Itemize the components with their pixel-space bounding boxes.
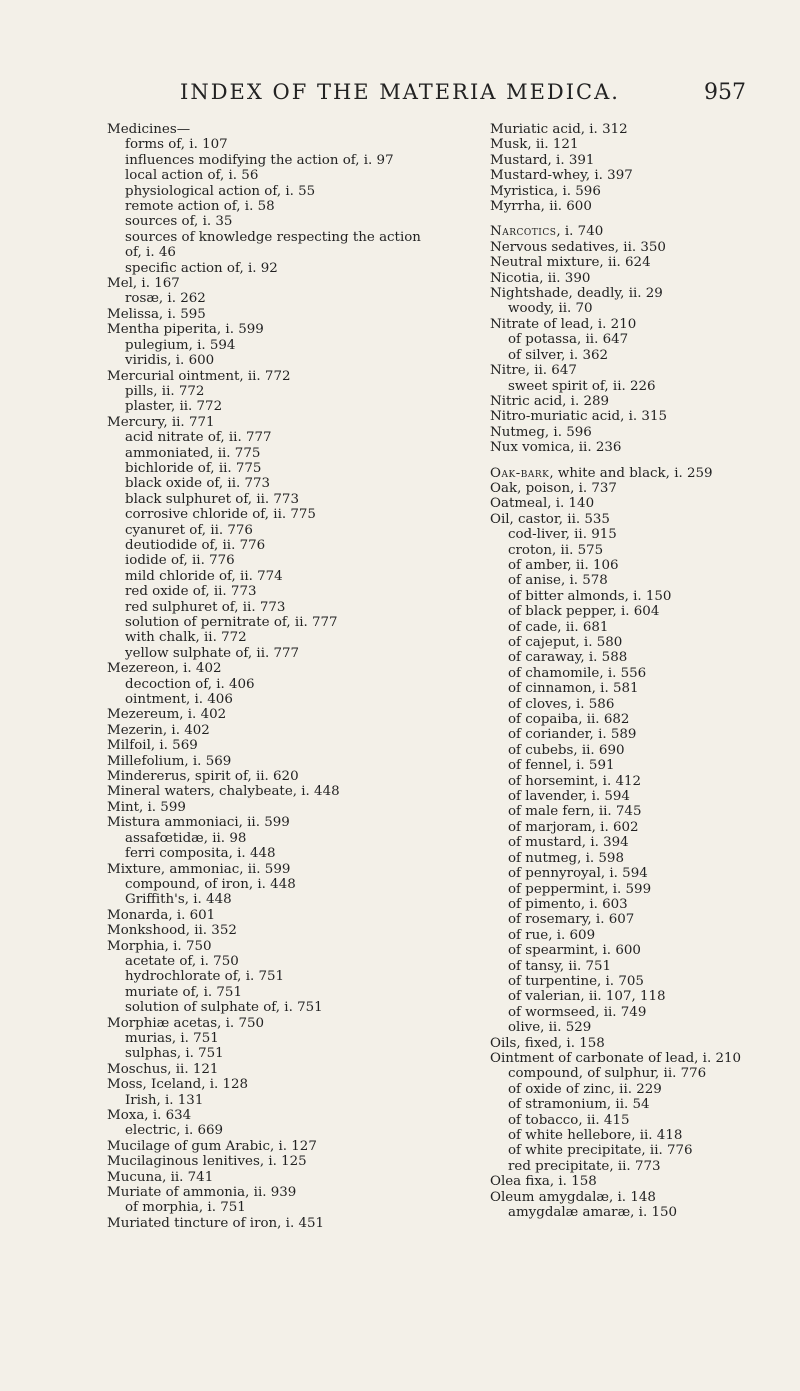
index-subentry: sulphas, i. 751 (125, 1046, 224, 1062)
index-subentry: of caraway, i. 588 (508, 650, 628, 666)
index-entry: Nitrate of lead, i. 210 (490, 316, 637, 332)
index-subentry: electric, i. 669 (125, 1123, 224, 1139)
index-entry: Morphiæ acetas, i. 750 (107, 1015, 265, 1031)
index-subentry: decoction of, i. 406 (125, 676, 255, 692)
index-subentry: sources of knowledge respecting the action (125, 229, 421, 245)
index-subentry: of white hellebore, ii. 418 (508, 1128, 683, 1143)
section-gap (490, 456, 790, 466)
index-subentry: woody, ii. 70 (508, 301, 593, 317)
index-entry: Mezerin, i. 402 (107, 722, 210, 738)
index-subentry: iodide of, ii. 776 (125, 553, 235, 569)
index-subentry: of cinnamon, i. 581 (508, 681, 639, 697)
index-subentry: specific action of, i. 92 (125, 260, 278, 276)
index-subentry: of coriander, i. 589 (508, 727, 637, 743)
index-subentry: of marjoram, i. 602 (508, 819, 639, 835)
running-title: INDEX OF THE MATERIA MEDICA. (180, 80, 620, 104)
index-entry: Mistura ammoniaci, ii. 599 (107, 815, 290, 831)
index-subentry: pills, ii. 772 (125, 383, 205, 399)
index-entry: Moxa, i. 634 (107, 1108, 192, 1123)
page-header (0, 80, 800, 110)
index-entry: Mint, i. 599 (107, 799, 186, 815)
index-subentry: of white precipitate, ii. 776 (508, 1143, 693, 1159)
section-head-word: Narcotics (490, 224, 557, 240)
index-entry: Mercury, ii. 771 (107, 414, 215, 430)
index-subentry: of tansy, ii. 751 (508, 958, 612, 974)
index-subentry: of peppermint, i. 599 (508, 881, 652, 897)
section-head-word: Oak-bark (490, 465, 550, 481)
index-entry: Musk, ii. 121 (490, 137, 579, 153)
index-entry: Morphia, i. 750 (107, 938, 212, 954)
index-subentry: of cubebs, ii. 690 (508, 742, 625, 758)
index-subentry: of potassa, ii. 647 (508, 332, 629, 348)
index-entry: Nitre, ii. 647 (490, 363, 577, 379)
index-subentry: red sulphuret of, ii. 773 (125, 599, 286, 615)
index-subentry: cod-liver, ii. 915 (508, 527, 617, 543)
index-subentry: of black pepper, i. 604 (508, 604, 660, 620)
index-subentry: of tobacco, ii. 415 (508, 1112, 630, 1128)
index-entry: Mezereon, i. 402 (107, 661, 222, 677)
index-subentry: of male fern, ii. 745 (508, 804, 642, 820)
index-entry: Oak, poison, i. 737 (490, 480, 617, 496)
index-subentry: remote action of, i. 58 (125, 199, 275, 215)
index-subentry: pulegium, i. 594 (125, 337, 236, 353)
index-subentry: acetate of, i. 750 (125, 953, 239, 969)
index-subentry: with chalk, ii. 772 (125, 630, 247, 646)
index-entry: Moss, Iceland, i. 128 (107, 1077, 249, 1093)
index-subentry: of spearmint, i. 600 (508, 943, 641, 959)
index-subentry: viridis, i. 600 (125, 353, 215, 369)
index-subentry: of silver, i. 362 (508, 347, 608, 363)
index-subentry: acid nitrate of, ii. 777 (125, 430, 272, 446)
index-subentry: mild chloride of, ii. 774 (125, 568, 283, 584)
index-subentry: plaster, ii. 772 (125, 399, 223, 415)
index-entry: Mixture, ammoniac, ii. 599 (107, 861, 291, 877)
index-entry: Mezereum, i. 402 (107, 707, 227, 723)
index-subentry: olive, ii. 529 (508, 1020, 592, 1036)
index-subentry: red precipitate, ii. 773 (508, 1158, 661, 1174)
index-entry: Mineral waters, chalybeate, i. 448 (107, 784, 340, 800)
index-entry: Muriated tincture of iron, i. 451 (107, 1215, 325, 1231)
index-entry: Ointment of carbonate of lead, i. 210 (490, 1050, 742, 1066)
index-entry: Oak-bark, white and black, i. 259 (490, 465, 713, 481)
index-entry: Mustard, i. 391 (490, 152, 595, 168)
index-subentry: solution of pernitrate of, ii. 777 (125, 615, 338, 630)
index-subentry: of rue, i. 609 (508, 927, 596, 943)
index-subentry: of copaiba, ii. 682 (508, 712, 630, 728)
index-subentry: of anise, i. 578 (508, 573, 608, 589)
index-subentry: compound, of sulphur, ii. 776 (508, 1066, 707, 1082)
index-subentry: Irish, i. 131 (125, 1092, 204, 1108)
index-subentry: physiological action of, i. 55 (125, 183, 316, 199)
index-subentry: of chamomile, i. 556 (508, 665, 647, 681)
index-column-right (490, 122, 790, 1220)
section-gap (490, 214, 790, 224)
index-subentry: ferri composita, i. 448 (125, 846, 276, 862)
index-entry: Muriatic acid, i. 312 (490, 122, 628, 137)
index-subentry: muriate of, i. 751 (125, 984, 242, 1000)
index-entry: Mercurial ointment, ii. 772 (107, 368, 291, 384)
index-subentry: murias, i. 751 (125, 1030, 219, 1046)
index-entry: Mustard-whey, i. 397 (490, 168, 633, 184)
index-subentry: corrosive chloride of, ii. 775 (125, 507, 316, 523)
index-subentry: of wormseed, ii. 749 (508, 1004, 647, 1020)
index-subentry: amygdalæ amaræ, i. 150 (508, 1205, 678, 1221)
index-subentry: ointment, i. 406 (125, 692, 233, 708)
index-subentry: hydrochlorate of, i. 751 (125, 969, 285, 985)
index-entry: Nicotia, ii. 390 (490, 270, 591, 286)
index-entry: Nitric acid, i. 289 (490, 393, 610, 409)
index-subentry: assafœtidæ, ii. 98 (125, 830, 247, 846)
index-subentry: sweet spirit of, ii. 226 (508, 378, 656, 394)
index-entry: Nitro-muriatic acid, i. 315 (490, 409, 667, 425)
index-entry: Monarda, i. 601 (107, 907, 216, 923)
index-subentry: influences modifying the action of, i. 97 (125, 152, 394, 168)
index-entry: Myristica, i. 596 (490, 183, 601, 199)
index-subentry: cyanuret of, ii. 776 (125, 522, 253, 538)
index-entry: Mel, i. 167 (107, 276, 180, 292)
index-subentry: of morphia, i. 751 (125, 1200, 246, 1216)
index-subentry: of fennel, i. 591 (508, 758, 615, 774)
index-subentry: compound, of iron, i. 448 (125, 876, 296, 892)
index-subentry: of nutmeg, i. 598 (508, 850, 624, 866)
index-subentry: of pennyroyal, i. 594 (508, 866, 648, 882)
index-entry: Monkshood, ii. 352 (107, 923, 237, 939)
page-number: 957 (704, 80, 746, 105)
index-entry: Millefolium, i. 569 (107, 753, 232, 769)
index-entry: Milfoil, i. 569 (107, 738, 198, 754)
index-subentry: of cloves, i. 586 (508, 696, 615, 712)
index-subentry: deutiodide of, ii. 776 (125, 537, 266, 553)
index-subentry: sources of, i. 35 (125, 214, 233, 230)
index-subentry: of turpentine, i. 705 (508, 973, 644, 989)
index-entry: Mentha piperita, i. 599 (107, 322, 264, 338)
index-subentry: of stramonium, ii. 54 (508, 1097, 650, 1113)
index-subentry: black sulphuret of, ii. 773 (125, 491, 299, 507)
index-entry: Nightshade, deadly, ii. 29 (490, 286, 663, 302)
index-subentry: of, i. 46 (125, 245, 176, 261)
index-entry: Mindererus, spirit of, ii. 620 (107, 769, 299, 785)
index-entry: Moschus, ii. 121 (107, 1061, 219, 1077)
index-subentry: rosæ, i. 262 (125, 291, 206, 307)
index-subentry: of horsemint, i. 412 (508, 773, 642, 789)
index-subentry: of rosemary, i. 607 (508, 912, 635, 928)
index-entry: Olea fixa, i. 158 (490, 1174, 597, 1190)
index-subentry: of mustard, i. 394 (508, 835, 629, 851)
index-entry: Muriate of ammonia, ii. 939 (107, 1185, 297, 1201)
index-entry: Melissa, i. 595 (107, 306, 206, 322)
index-entry: Mucilaginous lenitives, i. 125 (107, 1154, 307, 1170)
index-entry: Mucuna, ii. 741 (107, 1169, 214, 1185)
index-subentry: of lavender, i. 594 (508, 789, 630, 805)
index-subentry: of pimento, i. 603 (508, 896, 628, 912)
index-entry: Nux vomica, ii. 236 (490, 440, 622, 456)
index-subentry: of valerian, ii. 107, 118 (508, 989, 666, 1005)
index-subentry: forms of, i. 107 (125, 137, 228, 153)
index-subentry: red oxide of, ii. 773 (125, 584, 257, 600)
index-entry: Oil, castor, ii. 535 (490, 511, 610, 527)
index-entry: Nutmeg, i. 596 (490, 424, 592, 440)
index-entry: Oleum amygdalæ, i. 148 (490, 1189, 656, 1205)
index-subentry: Griffith's, i. 448 (125, 892, 232, 908)
index-entry: Mucilage of gum Arabic, i. 127 (107, 1138, 317, 1154)
index-subentry: black oxide of, ii. 773 (125, 476, 271, 492)
index-subentry: ammoniated, ii. 775 (125, 445, 261, 461)
index-entry: Myrrha, ii. 600 (490, 199, 592, 215)
index-entry: Medicines— (107, 122, 191, 137)
index-entry: Oils, fixed, i. 158 (490, 1035, 605, 1051)
index-subentry: croton, ii. 575 (508, 542, 604, 558)
index-subentry: of cade, ii. 681 (508, 619, 609, 635)
index-subentry: of amber, ii. 106 (508, 557, 619, 573)
index-column-left (107, 122, 467, 1231)
index-subentry: bichloride of, ii. 775 (125, 460, 262, 476)
index-subentry: of bitter almonds, i. 150 (508, 588, 672, 604)
index-subentry: of cajeput, i. 580 (508, 635, 623, 650)
index-subentry: solution of sulphate of, i. 751 (125, 1000, 323, 1016)
index-subentry: local action of, i. 56 (125, 168, 259, 184)
index-entry: Nervous sedatives, ii. 350 (490, 239, 666, 255)
index-entry: Oatmeal, i. 140 (490, 496, 595, 512)
index-subentry: yellow sulphate of, ii. 777 (125, 645, 300, 661)
index-subentry: of oxide of zinc, ii. 229 (508, 1081, 662, 1097)
index-entry: Neutral mixture, ii. 624 (490, 255, 651, 271)
index-entry: Narcotics, i. 740 (490, 224, 604, 240)
